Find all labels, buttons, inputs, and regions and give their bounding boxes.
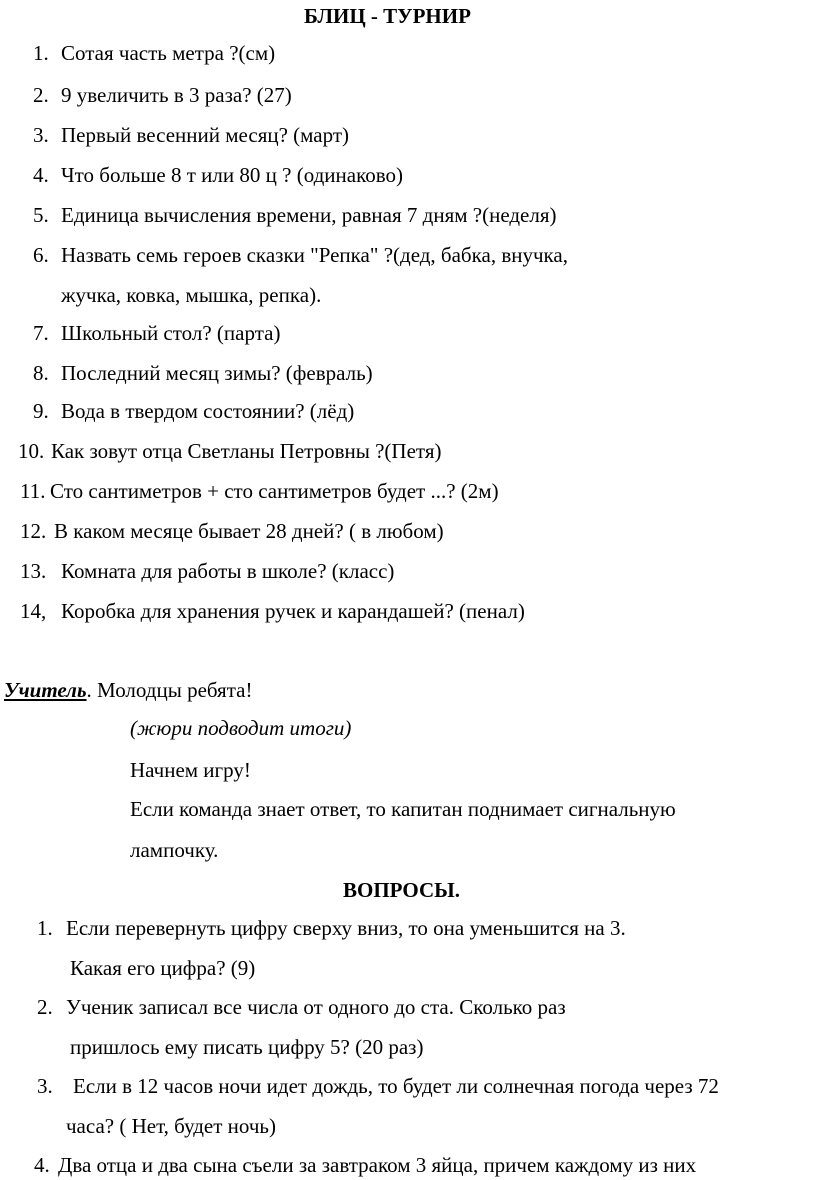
teacher-line	[4, 677, 252, 703]
list-item-number: 13.	[20, 559, 47, 583]
question-number: 3.	[37, 1074, 53, 1098]
question-number: 2.	[37, 995, 53, 1019]
list-item: Коробка для хранения ручек и карандашей? (пенал)	[61, 599, 525, 623]
teacher-remark: . Молодцы ребята!	[86, 678, 253, 702]
jury-note: (жюри подводит итоги)	[130, 716, 352, 740]
list-item: Первый весенний месяц? (март)	[61, 123, 350, 147]
rule-text: Если команда знает ответ, то капитан поднимает сигнальную	[130, 797, 676, 821]
list-item-number: 11.	[20, 479, 46, 503]
question-text-continuation: часа? ( Нет, будет ночь)	[66, 1114, 276, 1138]
list-item-number: 14,	[20, 599, 47, 623]
list-item-number: 7.	[33, 321, 49, 345]
list-item: Последний месяц зимы? (февраль)	[61, 361, 373, 385]
list-item-number: 2.	[33, 83, 49, 107]
list-item-number: 12.	[20, 519, 47, 543]
list-item: Единица вычисления времени, равная 7 дням ?(неделя)	[61, 203, 557, 227]
list-item: Вода в твердом состоянии? (лёд)	[61, 399, 355, 423]
list-item-number: 4.	[33, 163, 49, 187]
question-text: Если в 12 часов ночи идет дождь, то будет ли солнечная погода через 72	[73, 1074, 719, 1098]
list-item: Сотая часть метра ?(см)	[61, 41, 276, 65]
start-game-text: Начнем игру!	[130, 758, 251, 782]
question-text: Ученик записал все числа от одного до ста. Сколько раз	[66, 995, 566, 1019]
question-text: Два отца и два сына съели за завтраком 3 яйца, причем каждому из них	[58, 1153, 697, 1177]
list-item: Сто сантиметров + сто сантиметров будет ...? (2м)	[50, 479, 499, 503]
question-text: Если перевернуть цифру сверху вниз, то она уменьшится на 3.	[66, 916, 626, 940]
list-item: Комната для работы в школе? (класс)	[61, 559, 395, 583]
list-item-number: 5.	[33, 203, 49, 227]
question-number: 1.	[37, 916, 53, 940]
list-item: Назвать семь героев сказки "Репка" ?(дед, бабка, внучка,	[61, 243, 568, 267]
list-item: В каком месяце бывает 28 дней? ( в любом)	[54, 519, 444, 543]
list-item-number: 6.	[33, 243, 49, 267]
list-item: Как зовут отца Светланы Петровны ?(Петя)	[51, 439, 442, 463]
list-item: Школьный стол? (парта)	[61, 321, 281, 345]
list-item-number: 3.	[33, 123, 49, 147]
teacher-label: Учитель	[4, 678, 87, 702]
page-title: БЛИЦ - ТУРНИР	[304, 4, 471, 28]
list-item-number: 10.	[18, 439, 45, 463]
list-item: 9 увеличить в 3 раза? (27)	[61, 83, 292, 107]
rule-text-continuation: лампочку.	[130, 838, 219, 862]
question-text-continuation: пришлось ему писать цифру 5? (20 раз)	[70, 1035, 424, 1059]
list-item-continuation: жучка, ковка, мышка, репка).	[61, 283, 322, 307]
questions-heading: ВОПРОСЫ.	[343, 878, 461, 902]
list-item: Что больше 8 т или 80 ц ? (одинаково)	[61, 163, 403, 187]
list-item-number: 8.	[33, 361, 49, 385]
list-item-number: 1.	[33, 41, 49, 65]
question-text-continuation: Какая его цифра? (9)	[70, 956, 256, 980]
list-item-number: 9.	[33, 399, 49, 423]
question-number: 4.	[34, 1153, 50, 1177]
